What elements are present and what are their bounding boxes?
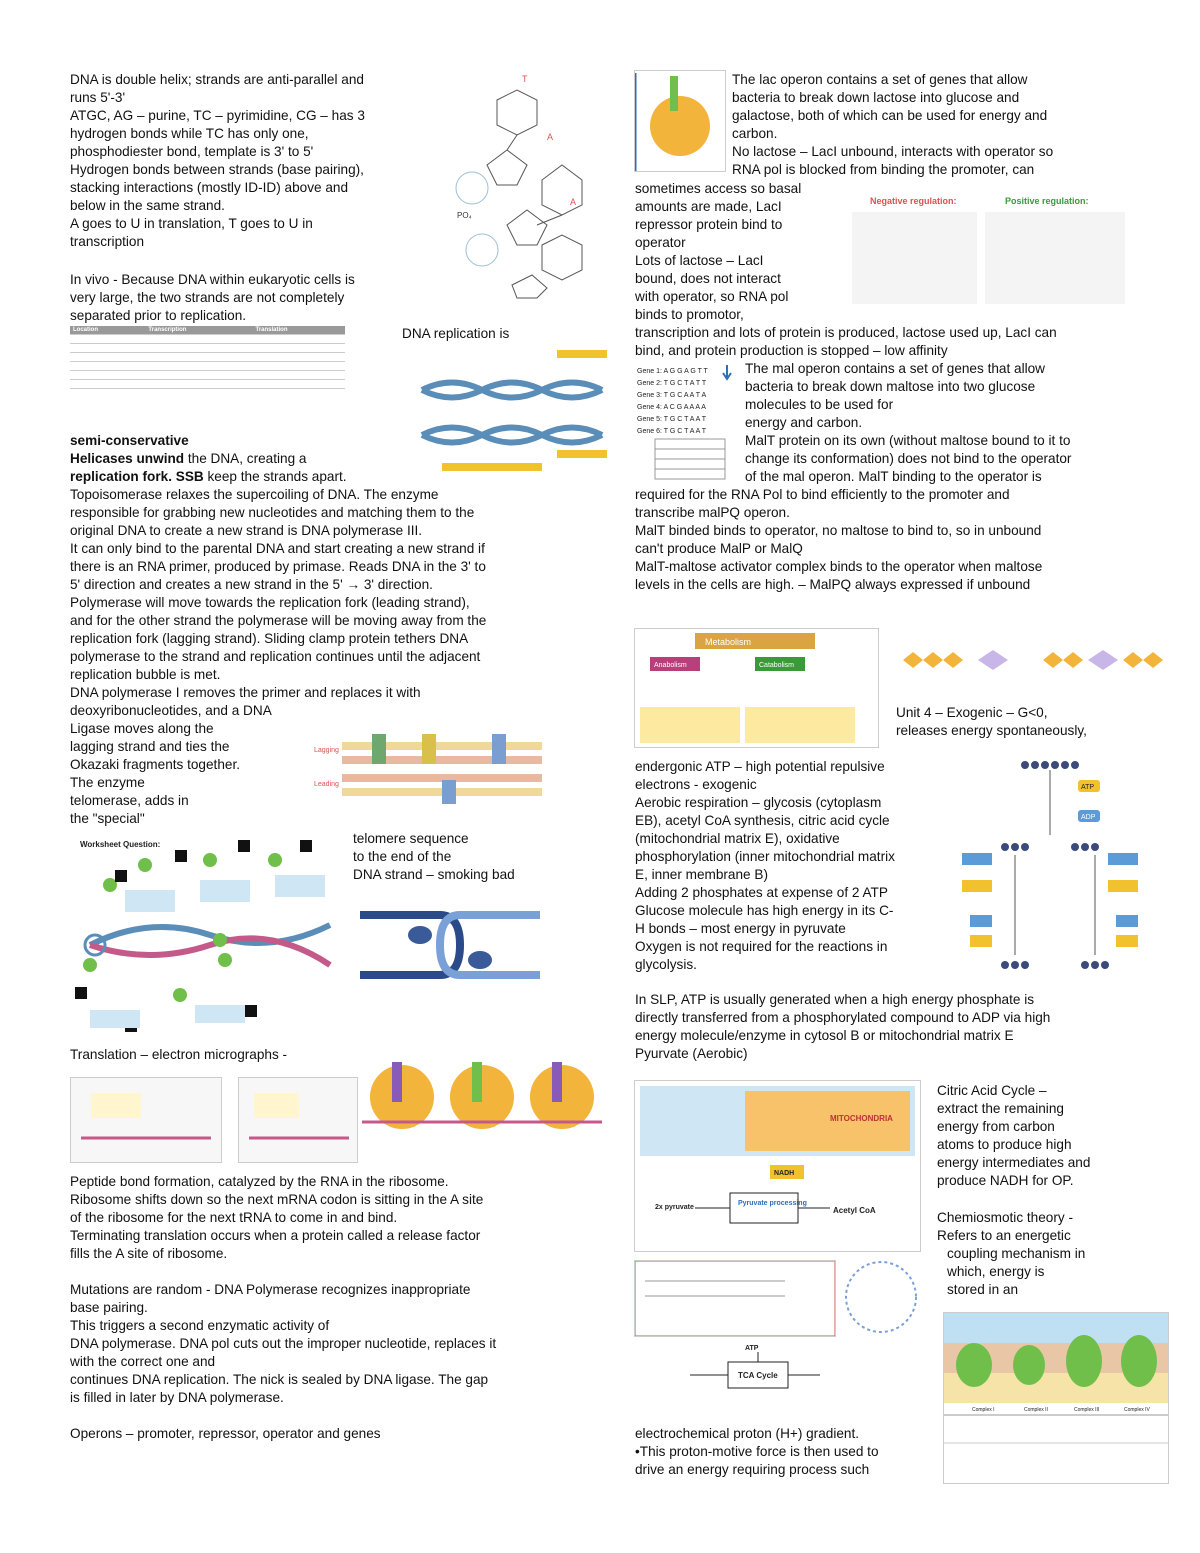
citric-acid-notes: Citric Acid Cycle – extract the remaining energy from carbon atoms to produce high energy intermediates and produce NADH for OP.: [937, 1083, 1091, 1188]
svg-text:Gene 6: T G C T A A T: Gene 6: T G C T A A T: [637, 428, 707, 435]
electron-transport-figure: [943, 1312, 1169, 1484]
replication-notes: semi-conservative Helicases unwind the DNA, creating a replication fork. SSB keep the strands apart. Topoisomerase relaxes the supercoiling of DNA. The enzyme responsible for grabbing new nucleotides and matching them to the original DNA to create a new strand is DNA polymerase III. It can only bind to the parental DNA and start creating a new strand if there is an RNA primer, produced by primase. Reads DNA in the 3' to 5' direction and creates a new strand in the 5' → 3' direction. Polymerase will move towards the replication fork (leading strand), and for the other strand the polymerase will be moving away from the replication fork (lagging strand). Sliding clamp protein tethers DNA polymerase to the strand and replication continues until the adjacent replication bubble is met. DNA polymerase I removes the primer and replaces it with deoxyribonucleotides, and a DNA Ligase moves along the lagging strand and ties the Okazaki fragments together. The enzyme telomerase, adds in the "special": [70, 432, 570, 828]
telomere-notes: telomere sequence to the end of the DNA strand – smoking bad: [353, 831, 515, 882]
svg-text:Complex II: Complex II: [1024, 1407, 1048, 1413]
svg-text:Gene 3: T G C A A T A: Gene 3: T G C A A T A: [637, 392, 707, 399]
positive-regulation-title: Positive regulation:: [1005, 196, 1089, 206]
adp-label: ADP: [1081, 814, 1096, 821]
anabolism-label: Anabolism: [654, 662, 687, 669]
mal-operon-notes-2: required for the RNA Pol to bind efficiently to the promoter and transcribe malPQ operon. MalT binded binds to operator, no maltose to bind to, so in unbound can't produce MalP or MalQ MalT-maltose activator complex binds to the operator when maltose levels in the cells are high. – MalPQ always expressed if unbound: [635, 487, 1043, 592]
dna-structure-notes: DNA is double helix; strands are anti-parallel and runs 5'-3' ATGC, AG – purine, TC – pyrimidine, CG – has 3 hydrogen bonds while TC has only one, phosphodiester bond, template is 3' to 5' Hydrogen bonds between strands (base pairing), stacking interactions (mostly ID-ID) above and below in the same strand. A goes to U in translation, T goes to U in transcription: [70, 72, 365, 249]
mutation-notes: Mutations are random - DNA Polymerase recognizes inappropriate base pairing. This triggers a second enzymatic activity of DNA polymerase. DNA pol cuts out the improper nucleotide, replaces it with the correct one and continues DNA replication. The nick is sealed by DNA ligase. The gap is filled in later by DNA polymerase.: [70, 1282, 497, 1405]
mitochondria-figure: [634, 1080, 921, 1252]
transcription-translation-table: Location Transcription Translation: [70, 326, 345, 389]
lac-operon-figure: [634, 70, 726, 172]
worksheet-question-figure: [70, 835, 342, 1035]
telomere-figure: [350, 890, 550, 1000]
atp-hydrolysis-figure: [893, 640, 1173, 702]
svg-text:Gene 4: A C G A A A A: Gene 4: A C G A A A A: [637, 404, 706, 411]
catabolism-label: Catabolism: [759, 662, 795, 669]
negative-regulation-title: Negative regulation:: [870, 196, 957, 206]
ribosome-translation-figure: [362, 1052, 602, 1160]
polycistronic-mrna-figure: [70, 1077, 222, 1163]
atp-label: ATP: [1081, 784, 1095, 791]
glycolysis-figure: [960, 755, 1145, 977]
tca-cycle-circle-figure: [836, 1252, 926, 1342]
tca-note-figure: [634, 1260, 836, 1337]
svg-text:A: A: [547, 132, 554, 142]
okazaki-fragments-figure: [312, 712, 552, 824]
lac-operon-notes-2: sometimes access so basal amounts are made, LacI repressor protein bind to operator Lots of lactose – LacI bound, does not interact with operator, so RNA pol binds to promotor,: [635, 181, 802, 322]
svg-text:A: A: [570, 197, 577, 207]
chemiosmotic-notes: Chemiosmotic theory - Refers to an energetic coupling mechanism in which, energy is stored in an: [937, 1210, 1086, 1297]
tca-label: TCA Cycle: [738, 1371, 778, 1380]
replication-is-label: DNA replication is: [402, 326, 510, 341]
peptide-notes: Peptide bond formation, catalyzed by the RNA in the ribosome. Ribosome shifts down so the next mRNA codon is sitting in the A site of the ribosome for the next tRNA to come in and bind. Terminating translation occurs when a protein called a release factor fills the A site of ribosome.: [70, 1174, 484, 1261]
acetyl-coa-label: Acetyl CoA: [833, 1206, 876, 1215]
svg-text:Leading: Leading: [314, 781, 339, 788]
monocistronic-mrna-figure: [238, 1077, 358, 1163]
svg-text:Complex I: Complex I: [972, 1407, 995, 1413]
svg-text:Lagging: Lagging: [314, 747, 339, 754]
semi-conservative-label: semi-conservative: [70, 433, 189, 448]
operons-line: Operons – promoter, repressor, operator and genes: [70, 1426, 381, 1441]
svg-text:Gene 1: A G G A G T T: Gene 1: A G G A G T T: [637, 368, 708, 375]
svg-text:Complex IV: Complex IV: [1124, 1407, 1150, 1413]
lac-operon-notes-3: transcription and lots of protein is produced, lactose used up, LacI can bind, and protein production is stopped – low affinity: [635, 325, 1057, 358]
gene-codon-figure: [635, 363, 735, 483]
metabolism-figure: [634, 628, 879, 748]
svg-text:PO₄: PO₄: [457, 211, 472, 220]
endergonic-notes: endergonic ATP – high potential repulsive electrons - exogenic Aerobic respiration – glycosis (cytoplasm EB), acetyl CoA synthesis, citric acid cycle (mitochondrial matrix E), oxidative phosphorylation (inner mitochondrial matrix E, inner membrane B) Adding 2 phosphates at expense of 2 ATP Glucose molecule has high energy in its C- H bonds – most energy in pyruvate Oxygen is not required for the reactions in glycolysis.: [635, 759, 895, 972]
nucleotide-structure-figure: [452, 70, 602, 300]
mal-operon-notes: The mal operon contains a set of genes that allow bacteria to break down maltose into two glucose molecules to be used for energy and carbon. MalT protein on its own (without maltose bound to it to change its conformation) does not bind to the operator of the mal operon. MalT binding to the operator is: [745, 361, 1072, 484]
proton-gradient-notes: electrochemical proton (H+) gradient. •This proton-motive force is then used to drive an energy requiring process such: [635, 1426, 879, 1477]
in-vivo-notes: In vivo - Because DNA within eukaryotic cells is very large, the two strands are not completely separated prior to replication.: [70, 272, 355, 323]
regulation-figure: [850, 192, 1130, 310]
svg-text:Gene 5: T G C T A A T: Gene 5: T G C T A A T: [637, 416, 707, 423]
svg-text:T: T: [522, 74, 528, 84]
translation-em-label: Translation – electron micrographs -: [70, 1047, 288, 1062]
tca-atp-label: ATP: [745, 1345, 759, 1352]
svg-text:Gene 2: T G C T A T T: Gene 2: T G C T A T T: [637, 380, 707, 387]
lac-operon-notes: The lac operon contains a set of genes that allow bacteria to break down lactose into glucose and galactose, both of which can be used for energy and carbon. No lactose – LacI unbound, interacts with operator so RNA pol is blocked from binding the promoter, can: [732, 72, 1054, 177]
nadh-label: NADH: [774, 1170, 795, 1177]
slp-notes: In SLP, ATP is usually generated when a high energy phosphate is directly transferred from a phosphorylated compound to ADP via high energy molecule/enzyme in cytosol B or mitochondrial matrix E Pyurvate (Aerobic): [635, 992, 1051, 1061]
metabolism-title: Metabolism: [705, 637, 752, 647]
tca-cycle-figure: [660, 1340, 830, 1410]
svg-text:Complex III: Complex III: [1074, 1407, 1100, 1413]
unit4-notes: Unit 4 – Exogenic – G<0, releases energy spontaneously,: [896, 705, 1087, 738]
pyruvate-processing-label: Pyruvate processing: [738, 1200, 807, 1207]
two-pyruvate-label: 2x pyruvate: [655, 1204, 694, 1211]
worksheet-title: Worksheet Question:: [80, 840, 161, 849]
mitochondria-label: MITOCHONDRIA: [830, 1114, 893, 1123]
